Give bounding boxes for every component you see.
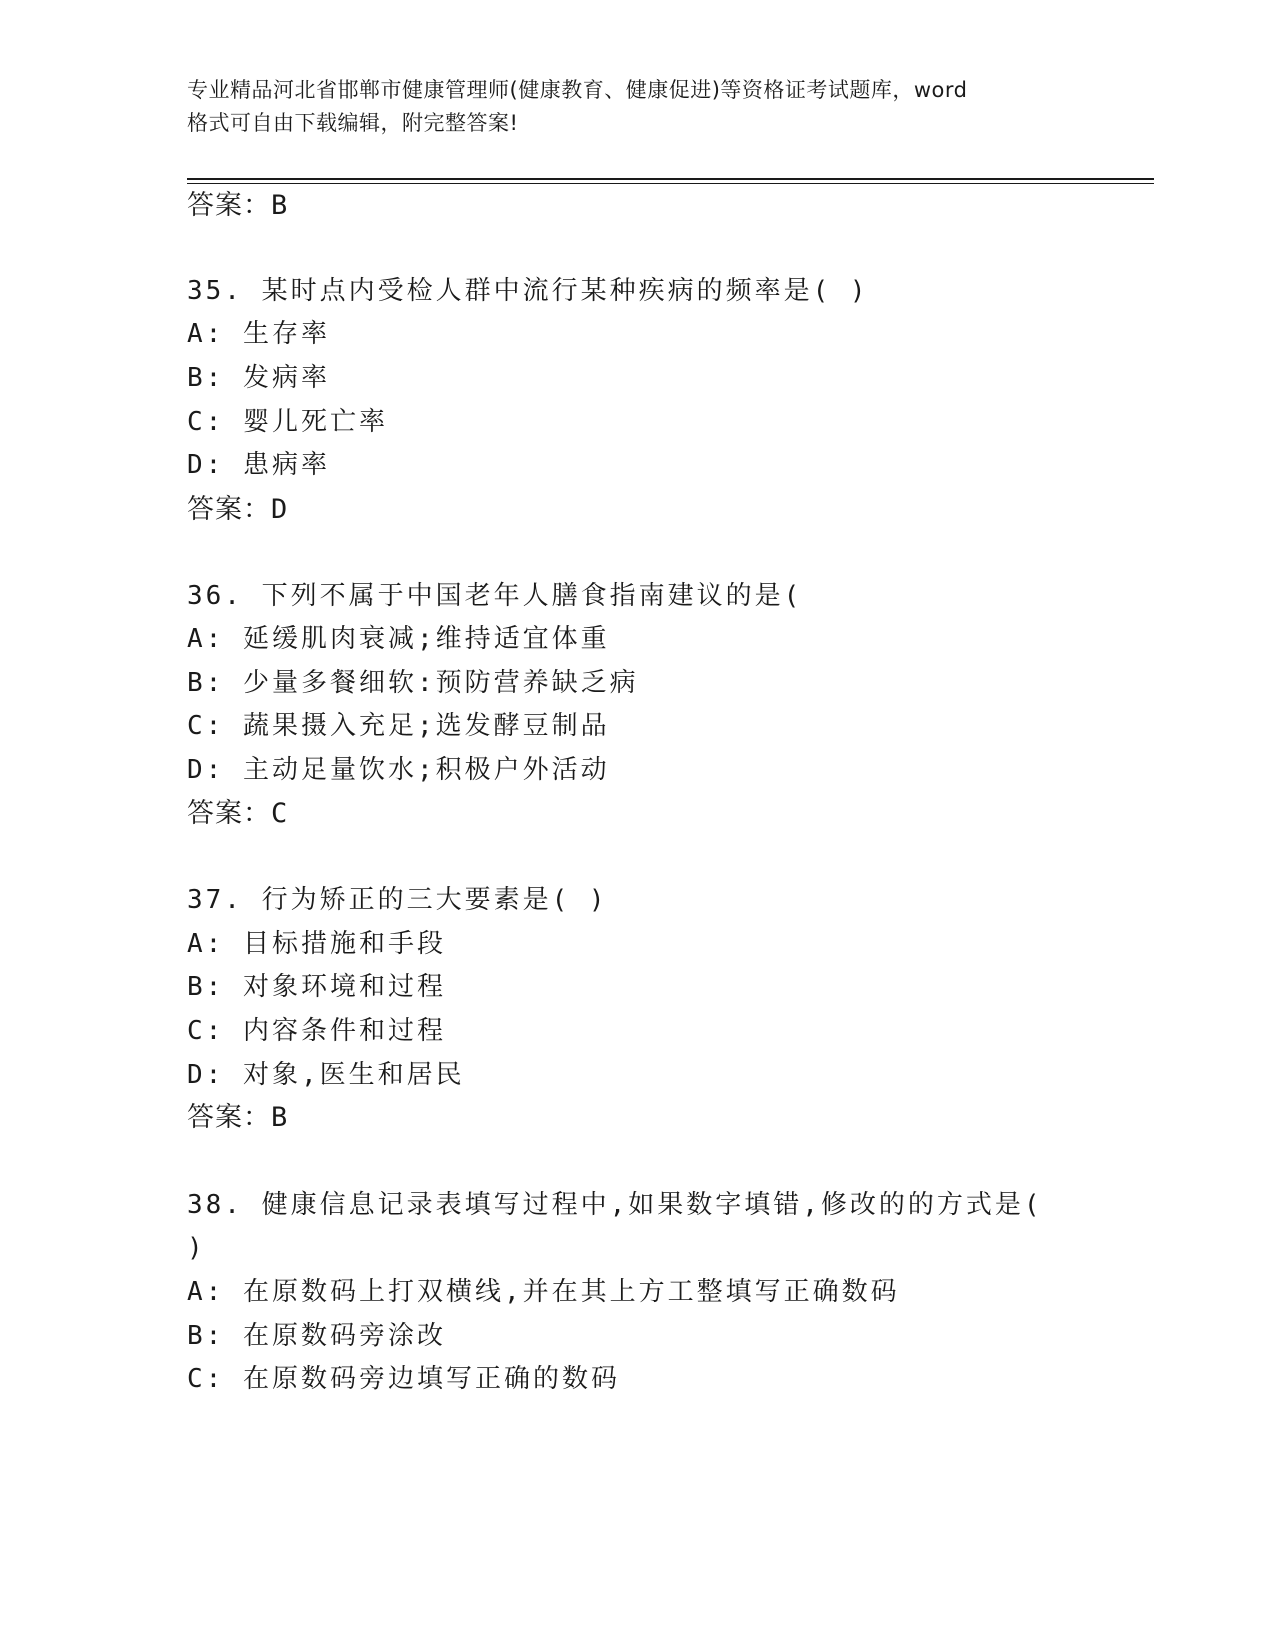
answer-line bbox=[187, 798, 288, 830]
answer-label: 答案： bbox=[187, 1102, 271, 1133]
question-stem: 37. 行为矫正的三大要素是( ) bbox=[187, 885, 608, 915]
question-option: C: 婴儿死亡率 bbox=[187, 407, 388, 437]
question-option: A: 生存率 bbox=[187, 319, 330, 349]
question-option: C: 内容条件和过程 bbox=[187, 1016, 446, 1046]
question-stem: 35. 某时点内受检人群中流行某种疾病的频率是( ) bbox=[187, 276, 869, 306]
question-option: D: 主动足量饮水;积极户外活动 bbox=[187, 755, 610, 785]
question-stem: 36. 下列不属于中国老年人膳食指南建议的是( bbox=[187, 581, 803, 611]
answer-value: B bbox=[271, 1102, 289, 1133]
answer-value: D bbox=[271, 494, 289, 525]
answer-label: 答案： bbox=[187, 190, 271, 221]
question-option: B: 少量多餐细软:预防营养缺乏病 bbox=[187, 668, 639, 698]
answer-line bbox=[187, 1102, 288, 1134]
header-rule-thick bbox=[187, 178, 1154, 180]
question-option: B: 在原数码旁涂改 bbox=[187, 1321, 446, 1351]
answer-line bbox=[187, 494, 288, 526]
header-line-1: 专业精品河北省邯郸市健康管理师(健康教育、健康促进)等资格证考试题库，word bbox=[187, 78, 968, 102]
header-rule-thin bbox=[187, 183, 1154, 184]
question-option: C: 蔬果摄入充足;选发酵豆制品 bbox=[187, 711, 610, 741]
question-stem: 38. 健康信息记录表填写过程中,如果数字填错,修改的的方式是( bbox=[187, 1190, 1043, 1220]
answer-value: C bbox=[271, 798, 289, 829]
question-option: B: 对象环境和过程 bbox=[187, 972, 446, 1002]
answer-label: 答案： bbox=[187, 798, 271, 829]
question-option: D: 对象,医生和居民 bbox=[187, 1060, 465, 1090]
question-option: A: 在原数码上打双横线,并在其上方工整填写正确数码 bbox=[187, 1277, 900, 1307]
question-option: A: 延缓肌肉衰减;维持适宜体重 bbox=[187, 624, 610, 654]
answer-value: B bbox=[271, 190, 289, 221]
question-option: B: 发病率 bbox=[187, 363, 330, 393]
header-line-2: 格式可自由下载编辑，附完整答案! bbox=[187, 111, 519, 135]
question-option: A: 目标措施和手段 bbox=[187, 929, 446, 959]
document-header bbox=[187, 74, 1087, 140]
answer-line bbox=[187, 190, 288, 222]
question-option: D: 患病率 bbox=[187, 450, 330, 480]
question-option: C: 在原数码旁边填写正确的数码 bbox=[187, 1364, 620, 1394]
answer-label: 答案： bbox=[187, 494, 271, 525]
question-stem-continued: ) bbox=[187, 1233, 206, 1263]
